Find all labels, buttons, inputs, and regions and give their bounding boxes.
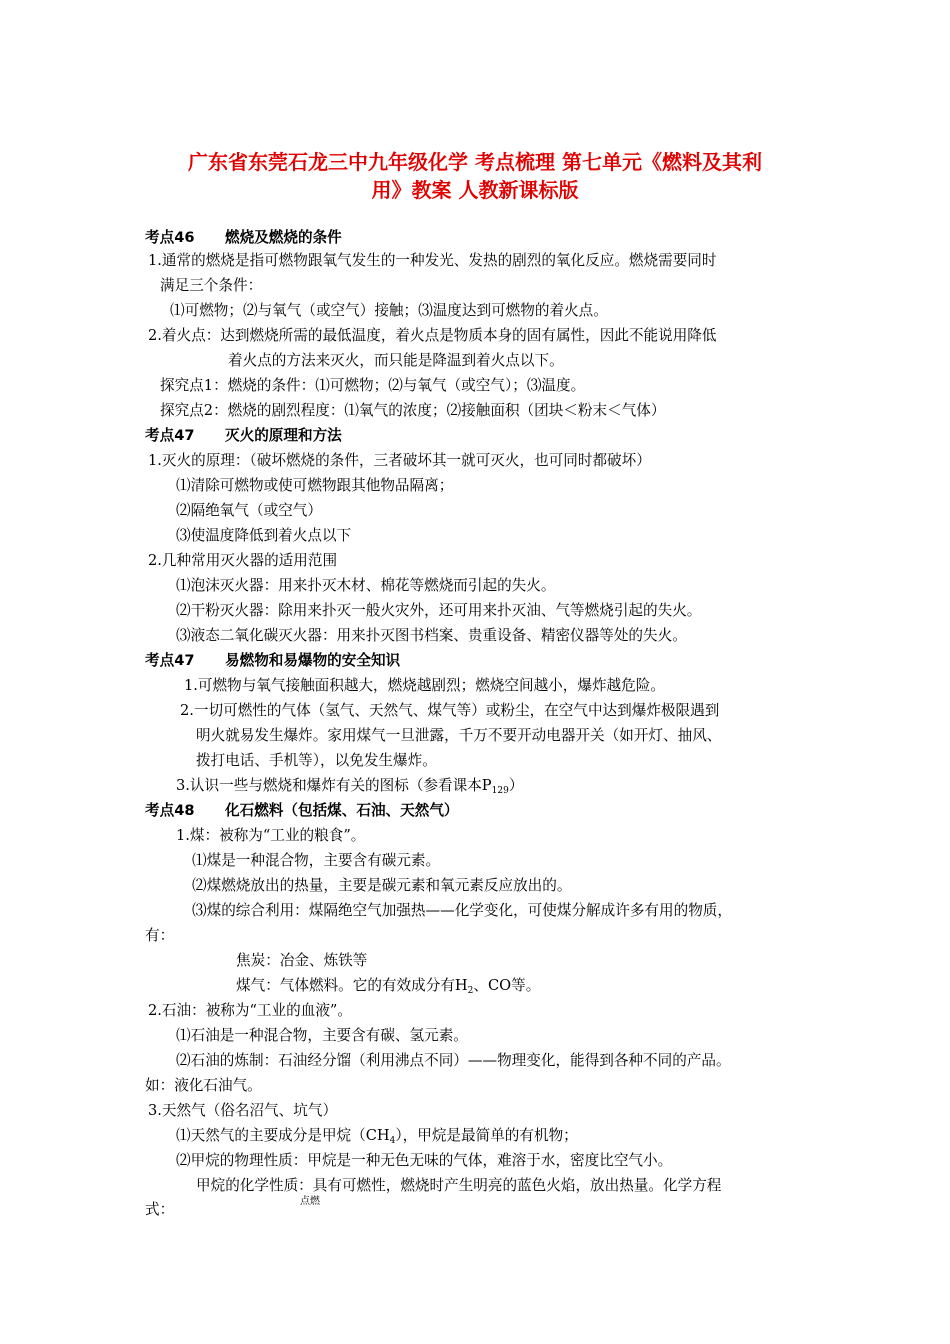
s46-line-7: 探究点2：燃烧的剧烈程度：⑴氧气的浓度；⑵接触面积（团块＜粉末＜气体） <box>160 402 666 419</box>
reaction-condition-label: 点燃 <box>300 1196 320 1207</box>
s46-line-3: ⑴可燃物；⑵与氧气（或空气）接触；⑶温度达到可燃物的着火点。 <box>170 302 608 319</box>
s48-line-8: 2.石油：被称为“工业的血液”。 <box>148 1002 352 1019</box>
s48-line-6: 焦炭：冶金、炼铁等 <box>236 952 368 969</box>
s47a-line-6: ⑴泡沫灭火器：用来扑灭木材、棉花等燃烧而引起的失火。 <box>176 577 556 594</box>
s47a-line-4: ⑶使温度降低到着火点以下 <box>176 527 352 544</box>
s48-line-2: ⑴煤是一种混合物，主要含有碳元素。 <box>192 852 441 869</box>
s48-line-4: ⑶煤的综合利用：煤隔绝空气加强热——化学变化，可使煤分解成许多有用的物质， <box>192 902 732 919</box>
s47b-line-5: 3.认识一些与燃烧和爆炸有关的图标（参看课本$P_{129}$） <box>176 777 524 796</box>
s47a-line-8: ⑶液态二氧化碳灭火器：用来扑灭图书档案、贵重设备、精密仪器等处的失火。 <box>176 627 687 644</box>
s48-line-16: 式： <box>145 1201 175 1218</box>
s48-line-13: ⑴天然气的主要成分是甲烷$(CH_4)$，甲烷是最简单的有机物； <box>176 1127 578 1146</box>
s48-line-14: ⑵甲烷的物理性质：甲烷是一种无色无味的气体，难溶于水，密度比空气小。 <box>176 1152 673 1169</box>
section-heading-47b: 考点47 易燃物和易爆物的安全知识 <box>145 652 401 669</box>
section-heading-47a: 考点47 灭火的原理和方法 <box>145 427 342 444</box>
s47b-line-3: 明火就易发生爆炸。家用煤气一旦泄露，千万不要开动电器开关（如开灯、抽风、 <box>196 727 722 744</box>
section-heading-48: 考点48 化石燃料（包括煤、石油、天然气） <box>145 802 459 819</box>
s48-line-7: 煤气：气体燃料。它的有效成分有$H_2$、CO等。 <box>236 977 541 996</box>
s46-line-1: 1.通常的燃烧是指可燃物跟氧气发生的一种发光、发热的剧烈的氧化反应。燃烧需要同时 <box>148 252 717 269</box>
s48-line-9: ⑴石油是一种混合物，主要含有碳、氢元素。 <box>176 1027 468 1044</box>
s48-line-12: 3.天然气（俗名沼气、坑气） <box>148 1102 338 1119</box>
title-line-2: 用》教案 人教新课标版 <box>371 178 579 202</box>
document-title <box>120 148 830 204</box>
s47a-line-1: 1.灭火的原理：（破坏燃烧的条件，三者破坏其一就可灭火，也可同时都破坏） <box>148 452 651 469</box>
s48-line-15: 甲烷的化学性质：具有可燃性，燃烧时产生明亮的蓝色火焰，放出热量。化学方程 <box>196 1177 722 1194</box>
s48-line-5: 有： <box>145 927 175 944</box>
s47b-line-2: 2.一切可燃性的气体（氢气、天然气、煤气等）或粉尘，在空气中达到爆炸极限遇到 <box>180 702 720 719</box>
s48-line-10: ⑵石油的炼制：石油经分馏（利用沸点不同）——物理变化，能得到各种不同的产品。 <box>176 1052 731 1069</box>
s47a-line-5: 2.几种常用灭火器的适用范围 <box>148 552 338 569</box>
s47b-line-1: 1.可燃物与氧气接触面积越大，燃烧越剧烈；燃烧空间越小，爆炸越危险。 <box>184 677 665 694</box>
s46-line-6: 探究点1：燃烧的条件：⑴可燃物；⑵与氧气（或空气）；⑶温度。 <box>160 377 586 394</box>
title-line-1: 广东省东莞石龙三中九年级化学 考点梳理 第七单元《燃料及其利 <box>188 150 762 174</box>
s48-line-1: 1.煤：被称为“工业的粮食”。 <box>176 827 366 844</box>
s47a-line-2: ⑴清除可燃物或使可燃物跟其他物品隔离； <box>176 477 454 494</box>
s48-line-3: ⑵煤燃烧放出的热量，主要是碳元素和氧元素反应放出的。 <box>192 877 572 894</box>
s47a-line-7: ⑵干粉灭火器：除用来扑灭一般火灾外，还可用来扑灭油、气等燃烧引起的失火。 <box>176 602 702 619</box>
s47a-line-3: ⑵隔绝氧气（或空气） <box>176 502 322 519</box>
s46-line-4: 2.着火点：达到燃烧所需的最低温度，着火点是物质本身的固有属性，因此不能说用降低 <box>148 327 717 344</box>
s46-line-5: 着火点的方法来灭火，而只能是降温到着火点以下。 <box>228 352 564 369</box>
section-heading-46: 考点46 燃烧及燃烧的条件 <box>145 229 342 246</box>
s48-line-11: 如：液化石油气。 <box>145 1077 262 1094</box>
s47b-line-4: 拨打电话、手机等），以免发生爆炸。 <box>196 752 437 769</box>
s46-line-2: 满足三个条件： <box>160 277 263 294</box>
